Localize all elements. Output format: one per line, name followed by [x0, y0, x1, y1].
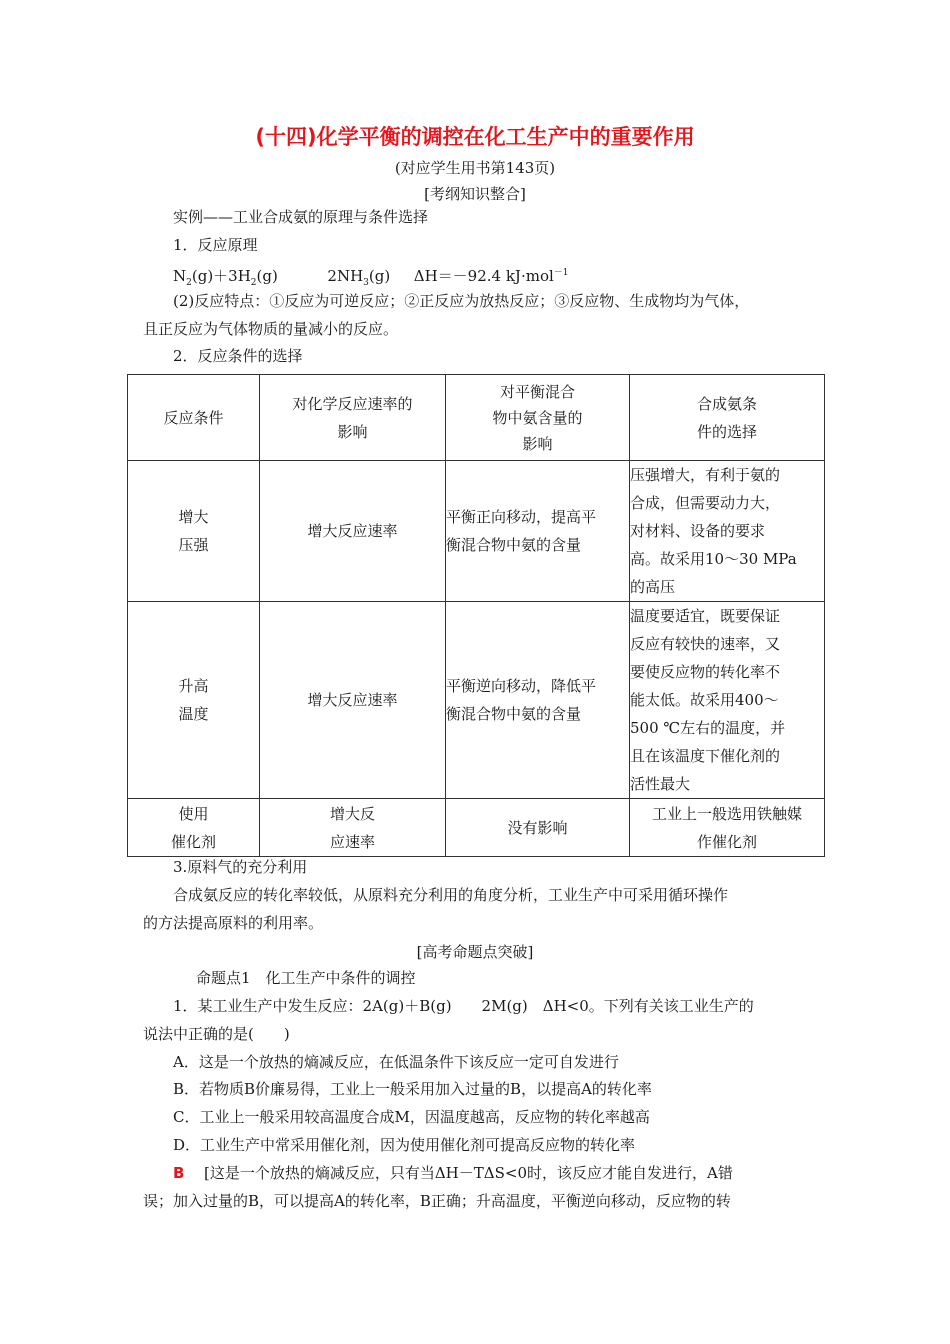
condition-cell: 使用 催化剂	[128, 799, 260, 857]
reaction-features-line1: (2)反应特点：①反应为可逆反应；②正反应为放热反应；③反应物、生成物均为气体，	[173, 292, 750, 310]
heading-reaction-principle: 1．反应原理	[173, 236, 258, 254]
book-page-reference: (对应学生用书第143页)	[394, 159, 556, 177]
answer-explanation-line2: 误；加入过量的B，可以提高A的转化率，B正确；升高温度，平衡逆向移动，反应物的转	[143, 1192, 731, 1210]
exam-point-heading: 命题点1 化工生产中条件的调控	[196, 969, 416, 987]
page-title: (十四)化学平衡的调控在化工生产中的重要作用	[255, 125, 695, 149]
equilibrium-effect-cell: 平衡逆向移动，降低平 衡混合物中氨的含量	[446, 602, 630, 799]
header-cell: 对化学反应速率的 影响	[260, 375, 446, 461]
condition-cell: 升高 温度	[128, 602, 260, 799]
header-cell: 对平衡混合 物中氨含量的 影响	[446, 375, 630, 461]
table-header-row	[128, 375, 825, 461]
reaction-equation: $N_2(g)+3H_2(g)$ $2NH_3(g)$ ΔH＝－92.4 kJ·mol$^{-1}$	[173, 267, 569, 288]
rate-effect-cell: 增大反 应速率	[260, 799, 446, 857]
option-a: A．这是一个放热的熵减反应，在低温条件下该反应一定可自发进行	[173, 1053, 619, 1071]
raw-material-line2: 的方法提高原料的利用率。	[143, 914, 324, 932]
option-c: C．工业上一般采用较高温度合成M，因温度越高，反应物的转化率越高	[173, 1108, 650, 1126]
heading-condition-selection: 2．反应条件的选择	[173, 347, 303, 365]
option-b: B．若物质B价廉易得，工业上一般采用加入过量的B，以提高A的转化率	[173, 1080, 652, 1098]
table-row	[128, 799, 825, 857]
choice-cell: 工业上一般选用铁触媒 作催化剂	[630, 799, 825, 857]
header-cell: 反应条件	[128, 375, 260, 461]
table-row	[128, 602, 825, 799]
reaction-features-line2: 且正反应为气体物质的量减小的反应。	[143, 320, 399, 338]
choice-cell: 温度要适宜，既要保证 反应有较快的速率，又 要使反应物的转化率不 能太低。故采用400～ 500 ℃左右的温度，并 且在该温度下催化剂的 活性最大	[630, 602, 825, 799]
example-title: 实例——工业合成氨的原理与条件选择	[173, 208, 429, 226]
answer-explanation-line1: B [这是一个放热的熵减反应，只有当ΔH－TΔS<0时，该反应才能自发进行，A错	[173, 1164, 733, 1182]
condition-cell: 增大 压强	[128, 461, 260, 602]
condition-table	[127, 374, 825, 857]
choice-cell: 压强增大，有利于氨的 合成，但需要动力大， 对材料、设备的要求 高。故采用10～30 MPa 的高压	[630, 461, 825, 602]
section-heading-exam: [高考命题点突破]	[416, 943, 534, 961]
header-cell: 合成氨条 件的选择	[630, 375, 825, 461]
equilibrium-effect-cell: 没有影响	[446, 799, 630, 857]
answer-label: B	[173, 1164, 185, 1182]
table-row	[128, 461, 825, 602]
rate-effect-cell: 增大反应速率	[260, 602, 446, 799]
question-1-stem-line2: 说法中正确的是( )	[143, 1025, 290, 1043]
section-heading-knowledge: [考纲知识整合]	[424, 185, 526, 203]
question-1-stem-line1: 1．某工业生产中发生反应：2A(g)＋B(g) 2M(g) ΔH<0。下列有关该工业生产的	[173, 997, 754, 1015]
heading-raw-material: 3.原料气的充分利用	[173, 858, 308, 876]
rate-effect-cell: 增大反应速率	[260, 461, 446, 602]
equilibrium-effect-cell: 平衡正向移动，提高平 衡混合物中氨的含量	[446, 461, 630, 602]
option-d: D．工业生产中常采用催化剂，因为使用催化剂可提高反应物的转化率	[173, 1136, 636, 1154]
raw-material-line1: 合成氨反应的转化率较低，从原料充分利用的角度分析，工业生产中可采用循环操作	[173, 886, 729, 904]
